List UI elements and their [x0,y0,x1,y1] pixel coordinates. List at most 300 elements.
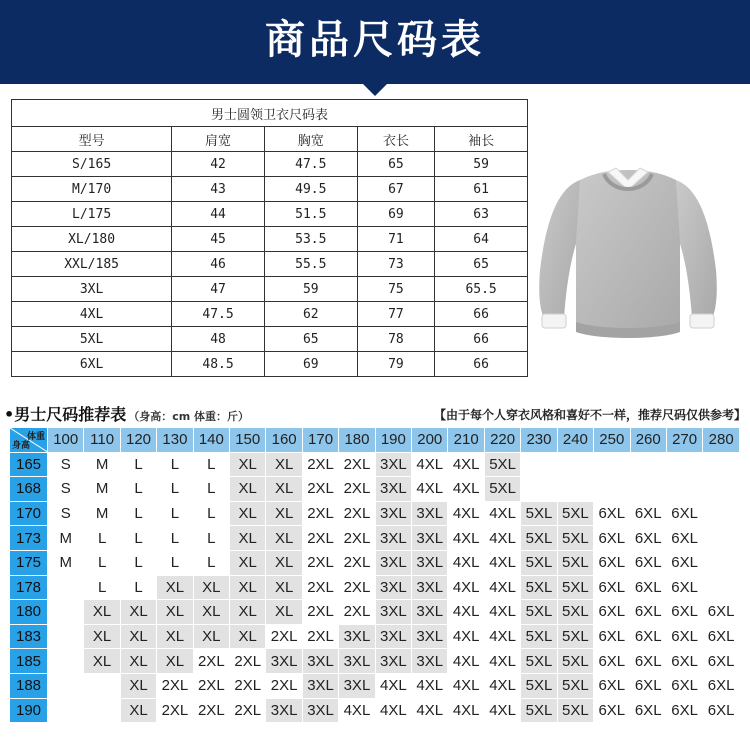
size-cell: 3XL [375,575,411,600]
size-cell: L [157,526,193,551]
size-table-caption: 男士圆领卫衣尺码表 [12,100,528,127]
size-cell: 2XL [266,624,302,649]
size-cell: 2XL [230,673,266,698]
sweater-image [528,150,728,350]
height-header-cell: 170 [10,501,48,526]
page-title: 商品尺码表 [265,17,485,63]
size-cell: 6XL [666,624,702,649]
size-cell: L [120,501,156,526]
table-cell: 6XL [12,352,172,377]
table-cell: 47.5 [172,302,265,327]
size-cell: 6XL [594,600,630,625]
table-cell: 71 [357,227,435,252]
size-cell: 6XL [666,600,702,625]
size-cell: M [84,477,120,502]
table-cell: 77 [357,302,435,327]
size-cell: 4XL [412,698,448,723]
weight-header-cell: 220 [484,428,520,453]
height-header-cell: 175 [10,550,48,575]
size-cell: 3XL [412,550,448,575]
size-cell: 6XL [594,624,630,649]
column-header: 型号 [12,127,172,152]
size-cell: 2XL [193,673,229,698]
table-cell: 66 [435,302,528,327]
size-cell: 6XL [594,550,630,575]
size-cell [48,624,84,649]
size-table-row [12,227,528,252]
size-cell: 6XL [703,600,740,625]
table-cell: 51.5 [264,202,357,227]
size-cell: 4XL [412,477,448,502]
table-cell: 4XL [12,302,172,327]
table-cell: XXL/185 [12,252,172,277]
size-cell: 4XL [448,501,484,526]
size-cell: 4XL [484,649,520,674]
size-cell: 5XL [521,698,557,723]
size-cell: XL [193,600,229,625]
size-cell: M [48,526,84,551]
height-row [10,550,740,575]
table-cell: XL/180 [12,227,172,252]
size-cell: L [120,575,156,600]
weight-header-cell: 240 [557,428,593,453]
size-cell: XL [84,624,120,649]
table-cell: 48 [172,327,265,352]
size-cell [703,526,740,551]
size-cell: L [84,526,120,551]
size-cell: XL [230,452,266,477]
size-table-row [12,277,528,302]
corner-weight-label: 体重 [26,431,45,441]
weight-header-cell: 280 [703,428,740,453]
table-cell: 53.5 [264,227,357,252]
size-cell [666,452,702,477]
recommendation-title-text: •男士尺码推荐表 [4,405,127,424]
size-cell: 4XL [448,600,484,625]
size-cell [48,600,84,625]
size-cell [630,477,666,502]
size-cell: 3XL [266,649,302,674]
weight-header-cell: 110 [84,428,120,453]
size-cell [703,501,740,526]
size-cell: XL [266,452,302,477]
size-cell: 4XL [412,452,448,477]
size-cell: 3XL [375,477,411,502]
size-cell: 5XL [521,575,557,600]
table-cell: 69 [357,202,435,227]
weight-header-cell: 150 [230,428,266,453]
size-cell: 5XL [557,624,593,649]
size-table-row [12,327,528,352]
size-cell: 6XL [703,624,740,649]
table-cell: 66 [435,327,528,352]
size-cell [48,575,84,600]
size-cell: 4XL [339,698,375,723]
size-cell: 2XL [302,575,338,600]
size-cell: 6XL [594,501,630,526]
size-cell: 2XL [266,673,302,698]
size-cell: L [120,477,156,502]
size-cell: 4XL [448,526,484,551]
size-cell: S [48,477,84,502]
size-cell: L [193,550,229,575]
size-cell: L [120,550,156,575]
size-cell: 6XL [594,649,630,674]
size-cell: 6XL [666,526,702,551]
size-cell: XL [230,600,266,625]
size-table-header-row [12,127,528,152]
table-cell: 47.5 [264,152,357,177]
size-cell: XL [230,550,266,575]
units-note: （身高：cm 体重：斤） [128,410,250,423]
size-cell: 3XL [302,698,338,723]
size-table-row [12,302,528,327]
size-cell: 6XL [630,526,666,551]
size-cell: L [120,452,156,477]
height-row [10,649,740,674]
size-cell: L [157,477,193,502]
size-cell: 5XL [557,649,593,674]
size-cell: 2XL [339,600,375,625]
height-header-cell: 185 [10,649,48,674]
size-cell [557,452,593,477]
size-cell: 2XL [302,624,338,649]
height-row [10,600,740,625]
column-header: 胸宽 [264,127,357,152]
table-cell: 65 [357,152,435,177]
size-cell: 3XL [375,600,411,625]
size-cell: 5XL [557,501,593,526]
size-cell: 6XL [594,673,630,698]
column-header: 肩宽 [172,127,265,152]
weight-header-row [10,428,740,453]
size-cell: XL [230,477,266,502]
size-cell: 6XL [630,649,666,674]
size-cell: 3XL [339,649,375,674]
size-cell [84,673,120,698]
size-cell: 6XL [630,501,666,526]
size-cell: 6XL [666,550,702,575]
size-cell: 5XL [521,550,557,575]
table-cell: 55.5 [264,252,357,277]
size-cell: 4XL [448,575,484,600]
size-cell: 2XL [339,501,375,526]
table-cell: 65 [264,327,357,352]
size-cell: 3XL [375,501,411,526]
size-cell: 4XL [484,575,520,600]
table-cell: 45 [172,227,265,252]
size-cell: 6XL [703,673,740,698]
size-cell: 2XL [302,452,338,477]
weight-header-cell: 210 [448,428,484,453]
size-cell: XL [230,575,266,600]
size-cell [703,452,740,477]
table-cell: 59 [264,277,357,302]
size-cell: 2XL [230,649,266,674]
height-row [10,452,740,477]
size-cell: 4XL [484,624,520,649]
size-cell: 2XL [302,526,338,551]
size-cell: 5XL [521,673,557,698]
height-header-cell: 190 [10,698,48,723]
table-cell: 5XL [12,327,172,352]
table-cell: 3XL [12,277,172,302]
size-cell: 5XL [557,673,593,698]
size-cell: 3XL [412,526,448,551]
size-cell: 6XL [703,698,740,723]
size-table-row [12,152,528,177]
size-cell: 6XL [666,501,702,526]
table-cell: 49.5 [264,177,357,202]
table-cell: S/165 [12,152,172,177]
size-table [11,99,528,377]
size-cell: 3XL [412,575,448,600]
height-header-cell: 183 [10,624,48,649]
size-cell: L [193,526,229,551]
table-cell: 44 [172,202,265,227]
corner-height-label: 身高 [12,439,31,450]
table-cell: 67 [357,177,435,202]
size-cell: 2XL [339,452,375,477]
size-cell [48,698,84,723]
size-cell: XL [120,698,156,723]
size-cell: 5XL [557,526,593,551]
size-cell: 2XL [157,698,193,723]
size-table-row [12,352,528,377]
size-cell: 5XL [521,526,557,551]
size-cell: S [48,501,84,526]
size-cell: M [48,550,84,575]
size-cell: 4XL [448,673,484,698]
size-cell: 4XL [448,649,484,674]
size-cell: 3XL [266,698,302,723]
size-cell: 6XL [594,698,630,723]
size-cell: 4XL [484,698,520,723]
table-cell: 65.5 [435,277,528,302]
weight-header-cell: 140 [193,428,229,453]
size-cell: 5XL [484,477,520,502]
size-cell: 2XL [339,550,375,575]
table-cell: 78 [357,327,435,352]
header-notch [363,84,387,96]
weight-header-cell: 230 [521,428,557,453]
size-cell [703,550,740,575]
size-cell: 4XL [448,624,484,649]
weight-header-cell: 200 [412,428,448,453]
size-cell: XL [120,600,156,625]
height-header-cell: 173 [10,526,48,551]
size-cell: 5XL [484,452,520,477]
size-cell: 3XL [412,600,448,625]
size-cell: XL [120,673,156,698]
size-cell: 3XL [375,550,411,575]
size-cell: 2XL [339,575,375,600]
size-cell: XL [157,649,193,674]
size-cell: 2XL [339,477,375,502]
size-cell: L [157,550,193,575]
size-cell: L [157,452,193,477]
size-cell: 2XL [302,600,338,625]
size-cell: 3XL [375,526,411,551]
size-cell: XL [157,600,193,625]
size-cell: 4XL [484,526,520,551]
size-cell: 3XL [412,624,448,649]
size-table-row [12,202,528,227]
size-cell: 5XL [557,550,593,575]
size-cell: XL [230,526,266,551]
height-header-cell: 165 [10,452,48,477]
size-cell: 2XL [230,698,266,723]
size-cell: 6XL [666,673,702,698]
size-table-row [12,177,528,202]
size-cell: S [48,452,84,477]
size-cell: 3XL [412,501,448,526]
recommendation-table [9,427,740,723]
size-cell: XL [266,575,302,600]
height-header-cell: 168 [10,477,48,502]
table-cell: 43 [172,177,265,202]
size-cell: 5XL [557,600,593,625]
table-cell: 59 [435,152,528,177]
height-row [10,501,740,526]
size-cell: 5XL [557,575,593,600]
size-cell: XL [230,624,266,649]
table-cell: L/175 [12,202,172,227]
size-cell: 6XL [666,649,702,674]
size-cell [703,575,740,600]
height-row [10,575,740,600]
size-cell: 2XL [302,477,338,502]
size-cell: 4XL [448,477,484,502]
size-cell: XL [120,624,156,649]
size-cell: 3XL [375,649,411,674]
size-cell: 4XL [448,550,484,575]
size-cell: XL [266,501,302,526]
size-cell [594,452,630,477]
size-cell: 5XL [521,624,557,649]
disclaimer-note: 【由于每个人穿衣风格和喜好不一样，推荐尺码仅供参考】 [433,408,746,422]
size-cell: L [157,501,193,526]
size-cell: XL [84,600,120,625]
height-header-cell: 180 [10,600,48,625]
size-cell [630,452,666,477]
table-cell: 66 [435,352,528,377]
size-table-row [12,252,528,277]
size-cell: L [120,526,156,551]
size-cell: 6XL [630,624,666,649]
weight-header-cell: 170 [302,428,338,453]
weight-header-cell: 160 [266,428,302,453]
height-row [10,526,740,551]
size-cell: L [193,477,229,502]
size-cell: 3XL [339,673,375,698]
table-cell: 46 [172,252,265,277]
size-cell: 3XL [339,624,375,649]
size-cell: XL [120,649,156,674]
size-cell: XL [266,526,302,551]
height-header-cell: 178 [10,575,48,600]
recommendation-title [4,402,249,425]
height-row [10,624,740,649]
size-cell: 4XL [484,550,520,575]
size-cell: 5XL [557,698,593,723]
size-cell: 4XL [484,501,520,526]
size-cell: 2XL [302,550,338,575]
size-cell: 4XL [375,698,411,723]
size-cell: L [84,575,120,600]
size-cell: 5XL [521,600,557,625]
size-cell: 3XL [412,649,448,674]
size-cell: 6XL [666,698,702,723]
size-cell [521,452,557,477]
size-cell: 2XL [339,526,375,551]
table-cell: 65 [435,252,528,277]
size-cell [557,477,593,502]
height-row [10,477,740,502]
table-cell: M/170 [12,177,172,202]
size-cell: 6XL [630,673,666,698]
size-cell: 6XL [594,526,630,551]
size-cell [48,673,84,698]
size-cell: 3XL [375,452,411,477]
size-cell: 6XL [630,698,666,723]
size-cell: 5XL [521,501,557,526]
weight-header-cell: 120 [120,428,156,453]
size-cell: 6XL [666,575,702,600]
table-cell: 42 [172,152,265,177]
size-cell: 4XL [448,452,484,477]
table-cell: 62 [264,302,357,327]
size-cell: XL [266,477,302,502]
size-cell: XL [157,575,193,600]
height-row [10,673,740,698]
size-cell [521,477,557,502]
table-cell: 48.5 [172,352,265,377]
size-cell [703,477,740,502]
size-cell: L [84,550,120,575]
size-cell: XL [266,600,302,625]
size-cell: 6XL [630,575,666,600]
table-cell: 73 [357,252,435,277]
size-cell [84,698,120,723]
table-cell: 64 [435,227,528,252]
size-cell: 4XL [484,673,520,698]
column-header: 衣长 [357,127,435,152]
size-cell: XL [84,649,120,674]
size-cell [666,477,702,502]
size-cell: L [193,452,229,477]
size-cell: 4XL [448,698,484,723]
size-cell: 4XL [484,600,520,625]
size-cell: 3XL [302,673,338,698]
size-cell: 4XL [375,673,411,698]
header-banner [0,0,750,84]
height-header-cell: 188 [10,673,48,698]
size-cell: 2XL [193,698,229,723]
size-cell: M [84,452,120,477]
corner-cell [10,428,48,453]
size-cell: 3XL [375,624,411,649]
size-cell: 6XL [630,550,666,575]
size-cell: L [193,501,229,526]
weight-header-cell: 260 [630,428,666,453]
size-cell [48,649,84,674]
weight-header-cell: 250 [594,428,630,453]
size-cell [594,477,630,502]
size-cell: XL [157,624,193,649]
size-cell: XL [230,501,266,526]
size-cell: 6XL [703,649,740,674]
